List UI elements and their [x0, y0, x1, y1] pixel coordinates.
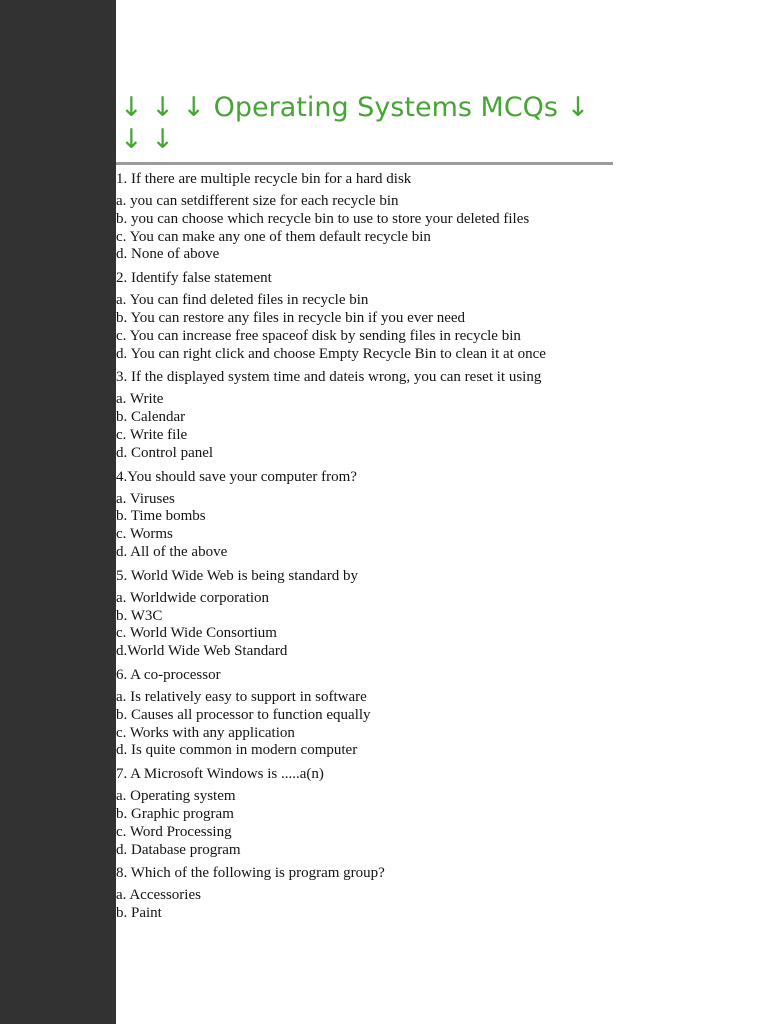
option-list [116, 491, 756, 562]
option-item: d. None of above [116, 246, 220, 263]
option-item: b. Causes all processor to function equally [116, 706, 371, 723]
option-item: b. You can restore any files in recycle bin if you ever need [116, 309, 466, 326]
option-item: d. Database program [116, 841, 241, 858]
question-text: 7. A Microsoft Windows is .....a(n) [116, 766, 324, 783]
option-list [116, 193, 756, 264]
question-text: 8. Which of the following is program group? [116, 865, 385, 882]
option-item: a. Worldwide corporation [116, 589, 270, 606]
option-item: a. You can find deleted files in recycle bin [116, 292, 369, 309]
title-divider [116, 162, 613, 165]
option-item: c. Worms [116, 526, 173, 543]
question-list [116, 170, 756, 928]
option-item: d.World Wide Web Standard [116, 643, 288, 660]
option-item: a. you can setdifferent size for each recycle bin [116, 193, 399, 209]
option-item: c. You can make any one of them default recycle bin [116, 228, 431, 245]
option-item: b. W3C [116, 607, 163, 624]
option-item: b. Calendar [116, 409, 186, 426]
question-text: 5. World Wide Web is being standard by [116, 567, 358, 584]
option-item: d. Is quite common in modern computer [116, 742, 358, 759]
option-item: b. Graphic program [116, 805, 234, 822]
option-list [116, 887, 756, 923]
page-title: ↓ ↓ ↓ Operating Systems MCQs ↓ ↓ ↓ [120, 92, 590, 155]
option-item: d. Control panel [116, 444, 214, 461]
question-block [116, 765, 756, 859]
question-text: 3. If the displayed system time and dateis wrong, you can reset it using [116, 369, 542, 386]
question-block [116, 567, 756, 661]
option-list [116, 689, 756, 760]
option-list [116, 788, 756, 859]
option-item: b. you can choose which recycle bin to use to store your deleted files [116, 210, 530, 227]
question-block [116, 269, 756, 363]
question-block [116, 666, 756, 760]
option-item: b. Time bombs [116, 508, 206, 525]
left-sidebar [0, 0, 116, 1024]
option-list [116, 590, 756, 661]
option-item: a. Is relatively easy to support in software [116, 688, 367, 705]
option-item: c. Word Processing [116, 823, 232, 840]
option-item: d. You can right click and choose Empty Recycle Bin to clean it at once [116, 345, 546, 362]
question-block [116, 468, 756, 562]
option-item: a. Accessories [116, 887, 201, 904]
option-item: a. Viruses [116, 490, 175, 507]
option-item: c. Write file [116, 426, 188, 443]
question-text: 4.You should save your computer from? [116, 468, 357, 485]
question-block [116, 864, 756, 923]
option-item: a. Write [116, 391, 164, 408]
question-text: 2. Identify false statement [116, 270, 272, 287]
option-item: b. Paint [116, 905, 162, 922]
question-block [116, 368, 756, 462]
option-list [116, 391, 756, 462]
option-item: c. You can increase free spaceof disk by sending files in recycle bin [116, 327, 521, 344]
option-item: c. World Wide Consortium [116, 625, 277, 642]
option-list [116, 292, 756, 363]
question-text: 6. A co-processor [116, 666, 221, 683]
document-page [116, 0, 768, 1024]
question-text: 1. If there are multiple recycle bin for a hard disk [116, 171, 412, 187]
option-item: a. Operating system [116, 788, 236, 805]
question-block [116, 170, 756, 264]
option-item: d. All of the above [116, 543, 228, 560]
option-item: c. Works with any application [116, 724, 295, 741]
